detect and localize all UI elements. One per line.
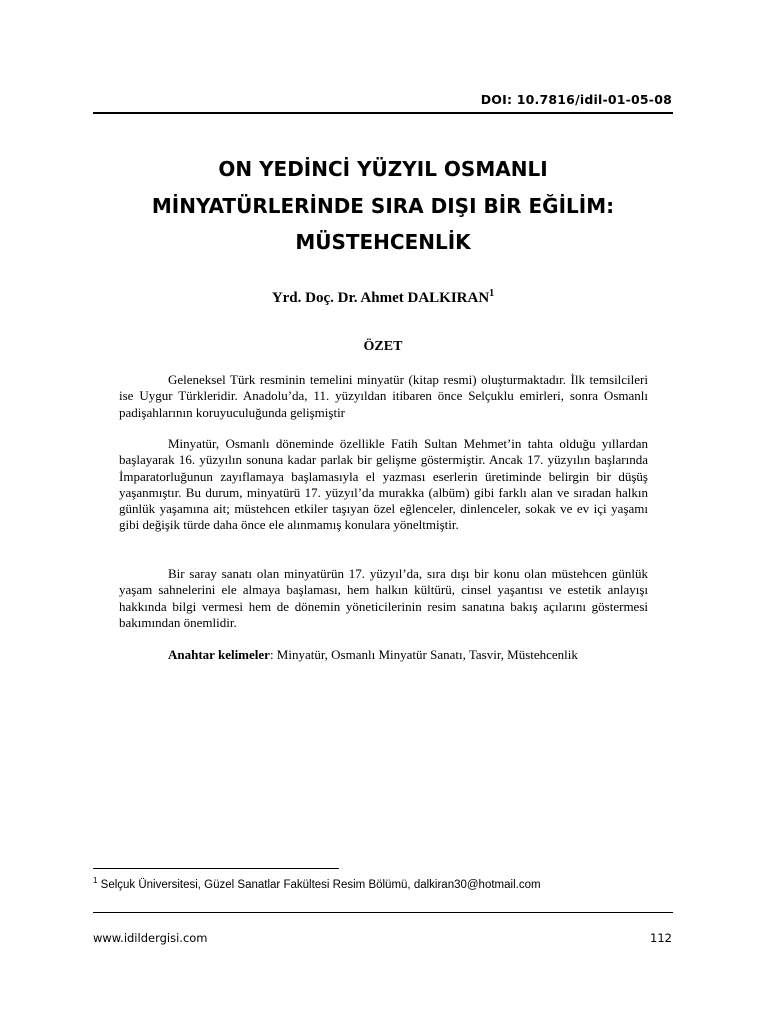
doi-label: DOI: 10.7816/idil-01-05-08 — [480, 92, 672, 107]
abstract-paragraph-2: Minyatür, Osmanlı döneminde özellikle Fatih Sultan Mehmet’in tahta olduğu yıllardan başlayarak 16. yüzyılın sonuna kadar parlak bir gelişme göstermiştir. Ancak 17. yüzyılın başlarında İmparatorluğunun zayıflamaya başlamasıyla el yazması eserlerin üretiminde belirgin bir düşüş yaşanmıştır. Bu durum, minyatürü 17. yüzyıl’da murakka (albüm) gibi farklı alan ve sıradan halkın günlük yaşamına ait; müstehcen etkiler taşıyan özel eğlenceler, dinlenceler, sokak ve ev içi yaşamı gibi değişik türde daha önce ele alınmamış konulara yöneltmiştir. — [119, 436, 648, 533]
author-line — [93, 288, 673, 307]
header-rule — [93, 112, 673, 114]
abstract-paragraph-1: Geleneksel Türk resminin temelini minyatür (kitap resmi) oluşturmaktadır. İlk temsilcileri ise Uygur Türkleridir. Anadolu’da, 11. yüzyıldan itibaren önce Selçuklu emirleri, sonra Osmanlı padişahlarının koruyuculuğunda gelişmiştir — [119, 372, 648, 420]
keywords-label: Anahtar kelimeler — [168, 647, 270, 662]
footnote — [93, 876, 673, 891]
footnote-text: Selçuk Üniversitesi, Güzel Sanatlar Fakültesi Resim Bölümü, dalkiran30@hotmail.com — [97, 878, 541, 891]
title-line-3: MÜSTEHCENLİK — [295, 230, 471, 254]
footer-rule — [93, 912, 673, 913]
keywords-paragraph — [119, 647, 648, 663]
footnote-marker: 1 — [93, 876, 98, 885]
title-line-1: ON YEDİNCİ YÜZYIL OSMANLI — [218, 157, 548, 181]
page-number: 112 — [650, 931, 672, 945]
article-title — [93, 151, 673, 261]
footer-website: www.idildergisi.com — [93, 931, 208, 945]
author-footnote-marker: 1 — [489, 288, 495, 299]
abstract-paragraph-3: Bir saray sanatı olan minyatürün 17. yüzyıl’da, sıra dışı bir konu olan müstehcen günlük yaşam sahnelerini ele almaya başlaması, hem halkın kültürü, cinsel yaşantısı ve estetik anlayışı hakkında bilgi vermesi hem de dönemin yöneticilerinin resim sanatına bakış açılarını göstermesi bakımından önemlidir. — [119, 566, 648, 630]
title-line-2: MİNYATÜRLERİNDE SIRA DIŞI BİR EĞİLİM: — [151, 193, 615, 218]
author-name: Yrd. Doç. Dr. Ahmet DALKIRAN — [271, 290, 490, 306]
footnote-rule — [93, 868, 339, 869]
keywords-text: : Minyatür, Osmanlı Minyatür Sanatı, Tasvir, Müstehcenlik — [269, 647, 578, 662]
abstract-heading: ÖZET — [363, 339, 403, 354]
